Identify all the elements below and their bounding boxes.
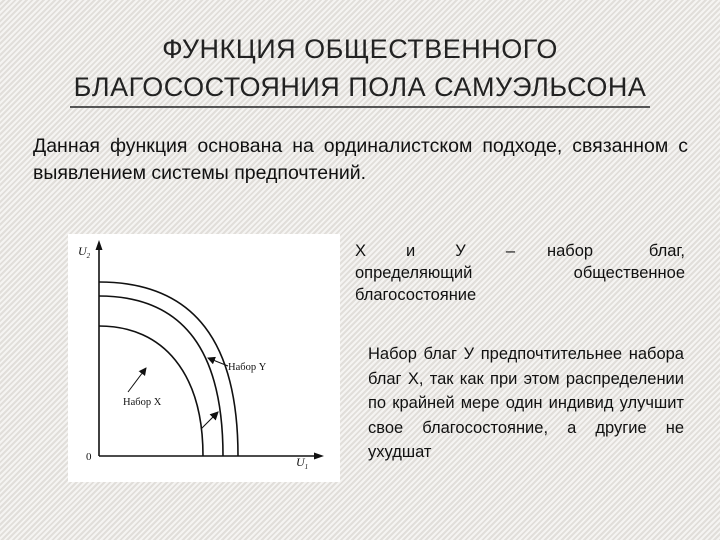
- word-dash: –: [505, 242, 515, 260]
- frontier-x-curve: [99, 326, 203, 456]
- figure-svg: [68, 234, 340, 482]
- origin-label: 0: [86, 451, 92, 463]
- leader-set-x: [128, 368, 146, 392]
- definition-left: [355, 240, 515, 306]
- label-set-x: Набор X: [123, 397, 162, 408]
- frontier-y-outer-curve: [99, 282, 238, 456]
- frontier-y-inner-curve: [99, 296, 223, 456]
- x-axis-arrow: [314, 453, 324, 460]
- intro-paragraph: Данная функция основана на ординалистском подходе, связанном с выявлением системы предпочтений.: [33, 135, 688, 184]
- welfare-frontier-figure: [68, 234, 340, 482]
- y-axis-label: $U_2$: [78, 244, 91, 260]
- word-x: X: [355, 242, 367, 260]
- definition-right: [547, 240, 685, 306]
- label-set-y: Набор Y: [228, 362, 267, 373]
- title-line-1: ФУНКЦИЯ ОБЩЕСТВЕННОГО: [162, 34, 558, 64]
- word-goods: благ,: [648, 242, 685, 260]
- slide-title: [40, 30, 680, 108]
- preference-note: Набор благ У предпочтительнее набора благ X, так как при этом распределении по крайней мере один индивид улучшит свое благосостояние, а другие не ухудшат: [368, 345, 684, 461]
- leader-set-y: [208, 358, 228, 366]
- shift-arrow: [201, 412, 218, 429]
- x-axis-label: $U_1$: [296, 455, 309, 471]
- word-y: У: [455, 242, 466, 260]
- definition-left-top: [355, 240, 515, 262]
- definition-left-line3: благосостояние: [355, 286, 477, 304]
- definition-left-line2: определяющий: [355, 264, 473, 282]
- definition-right-top: [547, 240, 685, 262]
- definition-note: [355, 240, 685, 306]
- definition-right-line2: общественное: [573, 264, 685, 282]
- word-set: набор: [547, 242, 594, 260]
- word-and: и: [406, 242, 416, 260]
- y-axis-arrow: [96, 240, 103, 250]
- title-line-2: БЛАГОСОСТОЯНИЯ ПОЛА САМУЭЛЬСОНА: [70, 68, 651, 108]
